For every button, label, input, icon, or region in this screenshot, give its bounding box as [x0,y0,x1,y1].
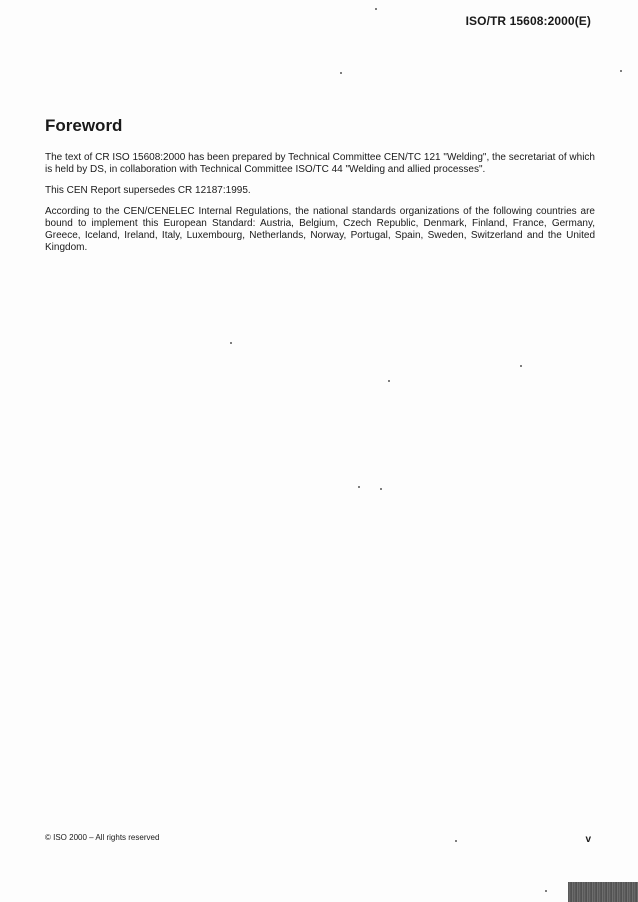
scan-speck [340,72,342,74]
scan-speck [620,70,622,72]
scan-speck [358,486,360,488]
scan-edge-mark [568,882,638,902]
paragraph-supersedes: This CEN Report supersedes CR 12187:1995. [45,185,251,196]
document-reference: ISO/TR 15608:2000(E) [465,14,591,28]
scan-speck [388,380,390,382]
scan-speck [545,890,547,892]
scan-speck [455,840,457,842]
paragraph-implementation: According to the CEN/CENELEC Internal Regulations, the national standards organizations of the following countries are bound to implement this European Standard: Austria, Belgium, Czech Republic, Denmark, Finland, France, Germany, Greece, Iceland, Ireland, Italy, Luxembourg, Netherlands, Norway, Portugal, Spain, Sweden, Switzerland and the United Kingdom. [45,206,595,253]
copyright-notice: © ISO 2000 – All rights reserved [45,833,160,842]
foreword-body [45,152,595,263]
scan-speck [375,8,377,10]
scan-speck [520,365,522,367]
scan-speck [230,342,232,344]
page-number: v [585,834,591,845]
paragraph-prepared-by: The text of CR ISO 15608:2000 has been prepared by Technical Committee CEN/TC 121 "Welding", the secretariat of which is held by DS, in collaboration with Technical Committee ISO/TC 44 "Welding and allied processes". [45,152,595,175]
scan-speck [380,488,382,490]
page-title: Foreword [45,116,123,135]
